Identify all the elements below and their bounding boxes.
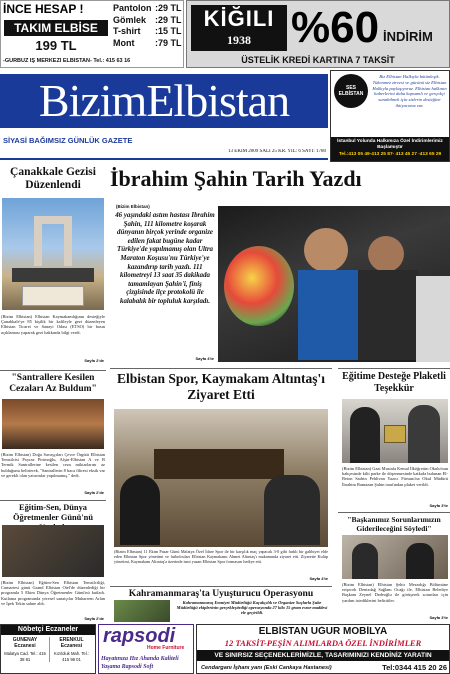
ad-headline: İNCE HESAP ! xyxy=(3,2,84,16)
ad-phone: Tel:0344 415 20 26 xyxy=(382,663,447,672)
egitim-story[interactable] xyxy=(0,500,106,622)
left-story[interactable] xyxy=(0,166,106,368)
pharmacy-title: Nöbetçi Eczaneler xyxy=(1,625,95,635)
ad-footer: ÜSTELİK KREDİ KARTINA 7 TAKSİT xyxy=(241,55,395,65)
jump-link[interactable]: Sayfa 2'de xyxy=(84,358,104,363)
story-body: (Bizim Elbistan) Elbistan Şehir Mezarlığı Bölümüne erişecek Denizdağ Sağlam Ocağı ile, Elbistan Belediye Başkanı Zeynel Dedeoğlu ile görüşerek sorunları için yardım istediklerini belirttiler. xyxy=(342,582,448,603)
headline: Eğitime Desteğe Plaketli Teşekkür xyxy=(342,371,446,394)
jump-link[interactable]: Sayfa 4'te xyxy=(195,356,214,361)
monument-photo xyxy=(2,198,104,310)
event-photo xyxy=(2,525,104,577)
ad-offer-price: 199 TL xyxy=(35,38,77,53)
ad-price-list xyxy=(113,3,183,49)
pharmacy-item: ERENKUL Eczanesi Kızıloluk Mah. Tel.: 415 98 01 xyxy=(49,637,93,662)
jump-link[interactable]: Sayfa 2'de xyxy=(84,490,104,495)
main-story[interactable] xyxy=(110,166,450,366)
story-body: (Bizim Elbistan) Doğa Savaşçıları Çevre Örgütü Elbistan Temsilcisi Poyraz Pirimoğlu, Afşin-Elbistan A ve B Termik Santrallerine kesilen ceza miktarlarını az bulduğunu belirterek, "Santrallerin 8 baca filtresi eksik var ve gerekli olan yatırımlar yapılmamış." dedi. xyxy=(1,452,105,478)
ad-rapsodi[interactable] xyxy=(98,624,194,674)
price-item: Mont :79 TL xyxy=(113,37,182,48)
ad-line1: 12 TAKSİT-PEŞİN ALIMLARDA ÖZEL İNDİRİMLER xyxy=(224,638,422,648)
headline: "Başkanımız Sorunlarımızın Giderileceğini Söyledi" xyxy=(347,515,441,533)
sorun-story[interactable] xyxy=(338,512,450,622)
jump-link[interactable]: Sayfa 3'te xyxy=(429,503,448,508)
santral-story[interactable] xyxy=(0,370,106,498)
ses-elbistan-logo: SES ELBİSTAN xyxy=(334,74,368,108)
pharmacy-box xyxy=(0,624,96,674)
price-item: T-shirt :15 TL xyxy=(113,26,182,36)
source: (Bizim Elbistan) xyxy=(116,204,150,209)
side-box-text: Biz Elbistan Halkıyla bütünleşik. Tükenmez zirvesi ve gücünü siz Elbistan Halkıyla paylaşıyoruz. Elbistan halkının haberlerini daha kapsamlı ve gerçekçi sunabilmek için sizlerin desteğine ihtiyacımız var. xyxy=(372,74,447,108)
ad-offer-name: TAKIM ELBİSE xyxy=(4,20,108,36)
drugs-photo xyxy=(114,600,170,622)
bookshelf-photo xyxy=(2,399,104,449)
ad-title: ELBİSTAN UĞUR MOBİLYA xyxy=(258,626,388,637)
rapsodi-sub: Home Furniture xyxy=(147,645,185,651)
jump-link[interactable]: Sayfa 4'te xyxy=(309,576,328,581)
pharmacy-item: GÜNENAY Eczanesi Malatya Cad. Tel.: 415 38 81 xyxy=(4,637,46,662)
story-body: (Bizim Elbistan) Elbistan Kaymakamlığının desteğiyle Çanakkale'ye 85 kişilik bir kafileyle gezi düzenleyen Elbistan Ticaret ve Sanayi Odası (ETSO) bir basın açıklaması yaparak gezi hakkında bilgi verdi. xyxy=(1,314,105,335)
headline: Çanakkale Gezisi Düzenlendi xyxy=(10,166,96,191)
story-body: 46 yaşındaki astım hastası İbrahim Şahin, 111 kilometre koşarak dünyanın birçok yerinde organize edilen fakat bugüne kadar Türkiye'de yapılmamış olan Ultra Maraton Koşusu'nu Türkiye'ye kazandırıp tarih yazdı. 111 kilometreyi 13 saat 35 dakikada tamamlayan Şahin'i, finiş çizgisinde ilçe protokolü ile kalabalık bir topluluk karşıladı. xyxy=(115,212,215,305)
kigili-logo: KİĞILI 1938 xyxy=(191,5,287,51)
price-item: Pantolon :29 TL xyxy=(113,3,182,13)
meeting-photo xyxy=(114,409,328,547)
flower-bouquet xyxy=(224,246,294,326)
ad-footer: -GÜRBÜZ İŞ MERKEZİ ELBİSTAN- Tel.: 415 63 16 xyxy=(3,58,131,64)
masthead-tagline: SİYASİ BAĞIMSIZ GÜNLÜK GAZETE xyxy=(3,136,133,145)
kmaras-story[interactable] xyxy=(110,586,332,622)
masthead-title[interactable]: BizimElbistan xyxy=(0,74,328,128)
rapsodi-logo: rapsodi xyxy=(103,625,176,647)
masthead xyxy=(0,70,328,160)
ad-discount: %60 xyxy=(291,3,380,52)
headline: Kahramanmaraş'ta Uyuşturucu Operasyonu xyxy=(128,588,314,599)
ad-line2: VE SINIRSIZ SEÇENEKLERİMİZLE, TASARIMINIZI KENDİNİZ YARATIN xyxy=(197,650,449,661)
headline: İbrahim Şahin Tarih Yazdı xyxy=(110,166,362,191)
kaymakam-story[interactable] xyxy=(110,368,332,584)
runner-photo xyxy=(218,206,450,362)
ad-top-left[interactable] xyxy=(0,0,184,68)
headline: Elbistan Spor, Kaymakam Altıntaş'ı Ziyaret Etti xyxy=(116,371,326,402)
jump-link[interactable]: Sayfa 3'te xyxy=(429,615,448,620)
issue-info: 13 EKİM 2009 SALI 25 KR. YIL: 6 SAYI: 1780 xyxy=(228,149,326,154)
headline: "Santrallere Kesilen Cezaları Az Buldum" xyxy=(9,373,97,394)
story-body: (Bizim Elbistan) Gazi Mustafa Kemal İlköğretim Okulu'nun bahçesinde kilit parke ile döşenmesinde katkıda bulunan El-Beton Sadrin Pehlivan Yazıcı Firması'na Okul Müdürü İbrahim Ramazan Şahin tarafından plaket verildi. xyxy=(342,466,448,487)
ad-ugur-mobilya[interactable] xyxy=(196,624,450,674)
price-item: Gömlek :29 TL xyxy=(113,14,182,25)
headline: Eğitim-Sen, Dünya Öğretmenler Günü'nü xyxy=(13,503,93,522)
side-box-hotline: İstanbul Yolunda Halkımıza Özel İndirimlerimiz Başlamıştır Tel.:413 05 49-413 25 87- 413 45 27 -413 65 29 xyxy=(331,137,449,161)
story-body: Kahramanmaraş Emniyet Müdürlüğü Kaçakçılık ve Organize Suçlarla Şube Müdürlüğü ekiplerinin gerçekleştirdiği operasyonda 27 kilo 15 gram esrar maddesi ele geçirildi. xyxy=(176,600,328,615)
ad-discount-word: İNDİRİM xyxy=(383,29,433,44)
ad-top-right[interactable] xyxy=(186,0,450,68)
jump-link[interactable]: Sayfa 2'de xyxy=(84,616,104,621)
plaque-photo xyxy=(342,399,448,463)
story-body: (Bizim Elbistan) 11 Ekim Pazar Günü Malatya Özel İdare Spor ile bir karşılık maç yapacak 3-0 gibi farklı bir galibiyet elde eden Elbistan Spor yönetimi ve futbolcuları Elbistan Kaymakamı Ahmet Altıntaş'ı makamında ziyaret etti. Ziyarette Kulüp yönetimi, Kaymakam Altıntaş'a üzerinde ismi yazan Elbistan Spor formasını hediye etti. xyxy=(114,549,328,564)
meeting-photo xyxy=(342,535,448,579)
story-body: (Bizim Elbistan) Eğitim-Sen Elbistan Temsilciliği, Cumartesi günü Grand Elbistan Otel'de düzenlediği bir programla 5 Ekim Dünya Öğretmenler Günü'nü kutladı. Kutlama programında yöresel sanatçılar Muharrem Arlan ve İpek Tekin sahne aldı. xyxy=(1,580,105,606)
side-box xyxy=(330,70,450,162)
rapsodi-slogan: Hayatınıza Hız Ahanda Kaliteli Yaşama Rapsodi Soft xyxy=(101,656,179,670)
ad-address: Cendarganı İşhanı yanı (Eski Cankaya Hastanesi) xyxy=(201,665,332,671)
plaket-story[interactable] xyxy=(338,368,450,510)
